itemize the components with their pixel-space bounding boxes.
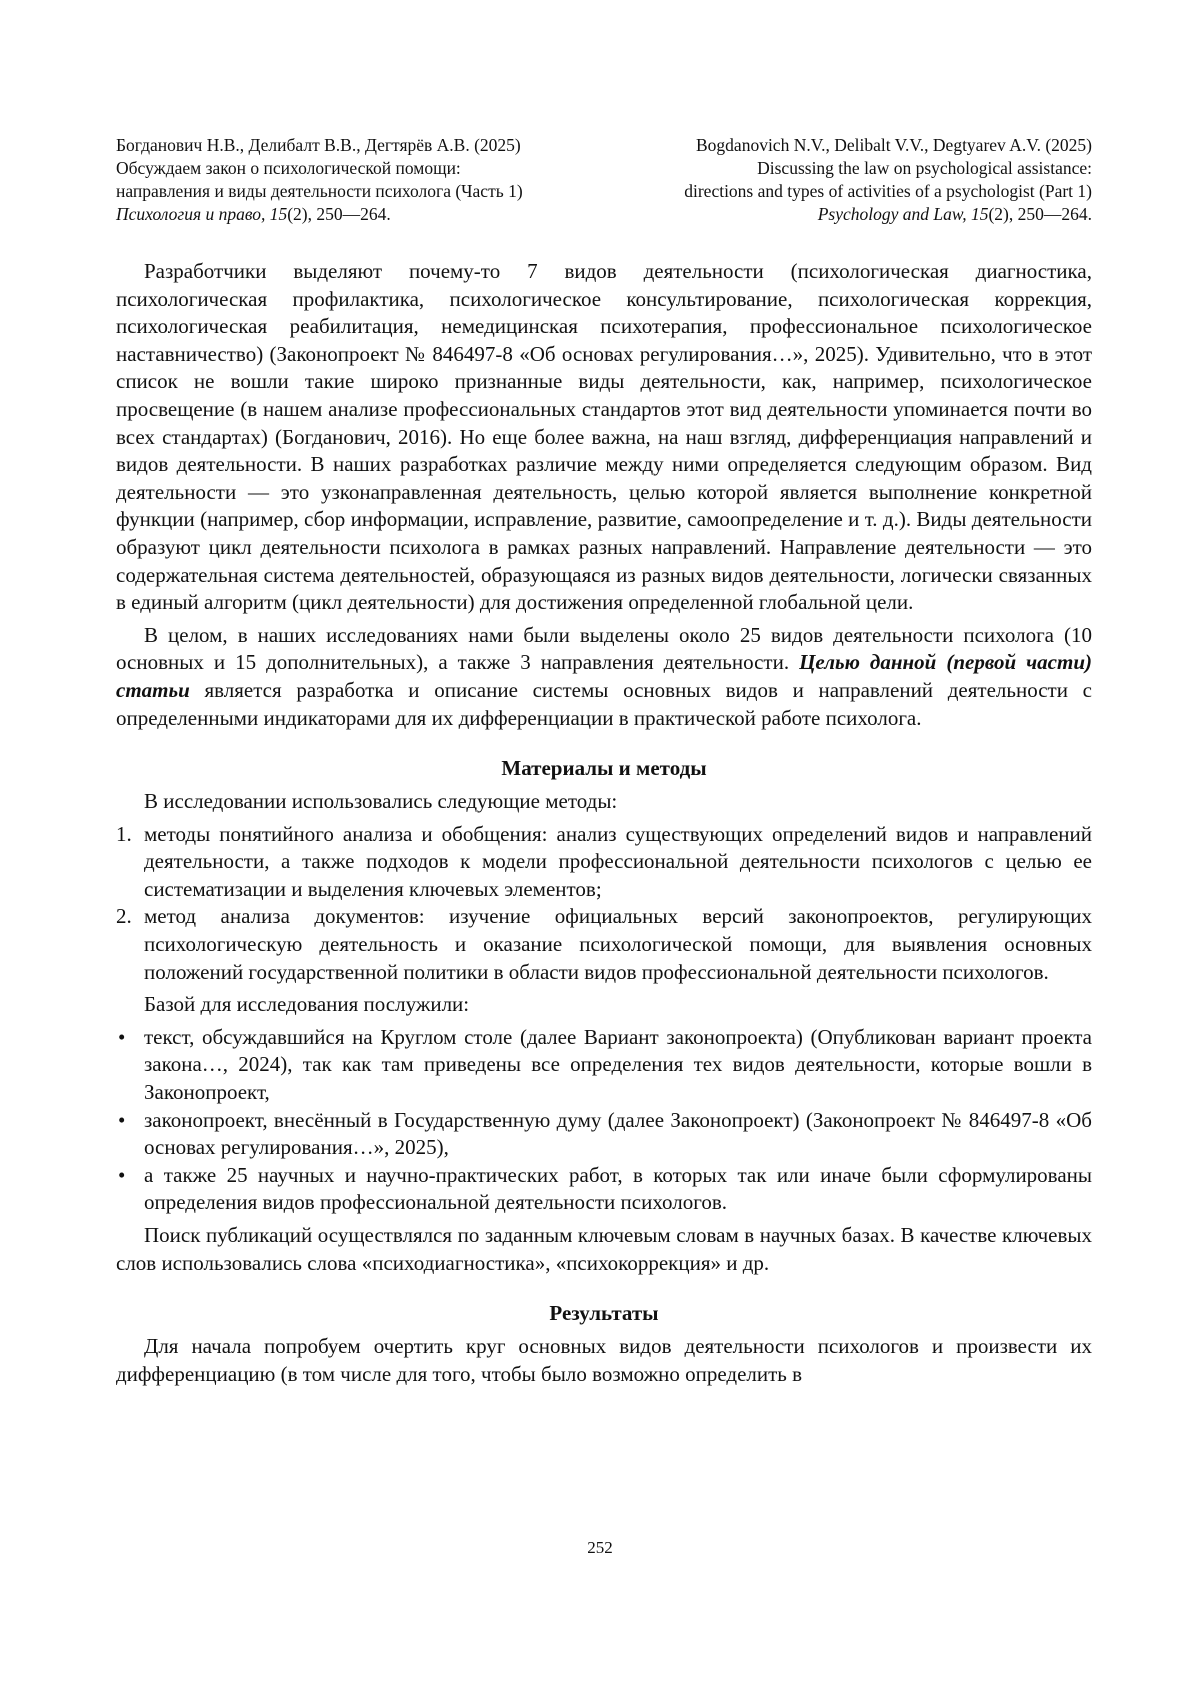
journal-name-en: Psychology and Law, (817, 204, 971, 224)
methods-list (116, 821, 1092, 987)
journal-volume-en: 15 (970, 204, 989, 224)
journal-name-ru: Психология и право, (116, 204, 270, 224)
header-citation-en (684, 134, 1092, 226)
header-citation-ru (116, 134, 523, 226)
journal-issue-ru: (2), 250—264. (287, 204, 391, 224)
running-header (116, 134, 1092, 226)
list-item-text: методы понятийного анализа и обобщения: анализ существующих определений видов и направлений деятельности, а также подходов к модели профессиональной деятельности психологов с целью ее систематизации и выделения ключевых элементов; (144, 821, 1092, 901)
search-paragraph: Поиск публикаций осуществлялся по заданным ключевым словам в научных базах. В качестве ключевых слов использовались слова «психодиагностика», «психокоррекция» и др. (116, 1223, 1092, 1275)
page (116, 134, 1092, 1393)
page-number: 252 (587, 1538, 613, 1557)
list-item-text: текст, обсуждавшийся на Круглом столе (далее Вариант законопроекта) (Опубликован вариант проекта закона…, 2024), так как там приведены все определения тех видов деятельности, которые вошли в Законопроект, (144, 1024, 1092, 1105)
header-title-ru-1: Обсуждаем закон о психологической помощи: (116, 158, 461, 178)
list-item (116, 903, 1092, 986)
header-title-ru-2: направления и виды деятельности психолога (Часть 1) (116, 181, 523, 201)
journal-volume-ru: 15 (269, 204, 288, 224)
header-journal-en (684, 203, 1092, 226)
list-item (116, 1024, 1092, 1107)
bullet-marker: • (118, 1107, 126, 1132)
list-item (116, 1107, 1092, 1162)
header-authors-ru: Богданович Н.В., Делибалт В.В., Дегтярёв А.В. (2025) (116, 135, 521, 155)
section-heading-results: Результаты (549, 1301, 659, 1326)
article-body (116, 258, 1092, 1388)
list-item-text: метод анализа документов: изучение официальных версий законопроектов, регулирующих психологическую деятельность и оказание психологической помощи, для выявления основных положений государственной политики в области видов профессиональной деятельности психологов. (144, 904, 1092, 984)
base-list (116, 1024, 1092, 1217)
paragraph-activities: Разработчики выделяют почему-то 7 видов деятельности (психологическая диагностика, психологическая профилактика, психологическое консультирование, психологическая коррекция, психологическая реабилитация, немедицинская психотерапия, профессиональное психологическое наставничество) (Законопроект № 846497-8 «Об основах регулирования…», 2025). Удивительно, что в этот список не вошли такие широко признанные виды деятельности, как, например, психологическое просвещение (в нашем анализе профессиональных стандартов этот вид деятельности упоминается почти во всех стандартах) (Богданович, 2016). Но еще более важна, на наш взгляд, дифференциация направлений и видов деятельности. В наших разработках различие между ними определяется следующим образом. Вид деятельности — это узконаправленная деятельность, целью которой является выполнение конкретной функции (например, сбор информации, исправление, развитие, самоопределение и т. д.). Виды деятельности образуют цикл деятельности психолога в рамках разных направлений. Направление деятельности — это содержательная система деятельностей, образующаяся из разных видов деятельности, логически связанных в единый алгоритм (цикл деятельности) для достижения определенной глобальной цели. (116, 259, 1092, 615)
list-item (116, 821, 1092, 904)
header-title-en-2: directions and types of activities of a psychologist (Part 1) (684, 181, 1092, 201)
base-intro: Базой для исследования послужили: (144, 992, 470, 1017)
results-paragraph: Для начала попробуем очертить круг основных видов деятельности психологов и произвести их дифференциацию (в том числе для того, чтобы было возможно определить в (116, 1334, 1092, 1386)
list-marker: 1. (116, 821, 132, 846)
bullet-marker: • (118, 1024, 126, 1049)
methods-intro: В исследовании использовались следующие методы: (144, 789, 618, 814)
goal-text-before: В целом, в наших исследованиях нами были выделены около 25 видов деятельности психолога (10 основных и 15 дополнительных), а также 3 направления деятельности. (116, 622, 1092, 675)
list-item-text: законопроект, внесённый в Государственную думу (далее Законопроект) (Законопроект № 846497-8 «Об основах регулирования…», 2025), (144, 1107, 1092, 1160)
bullet-marker: • (118, 1162, 126, 1187)
goal-text-after: является разработка и описание системы основных видов и направлений деятельности с определенными индикаторами для их дифференциации в практической работе психолога. (116, 677, 1092, 730)
list-item (116, 1162, 1092, 1217)
list-item-text: а также 25 научных и научно-практических работ, в которых так или иначе были сформулированы определения видов профессиональной деятельности психологов. (144, 1162, 1092, 1215)
section-heading-methods: Материалы и методы (501, 756, 707, 781)
list-marker: 2. (116, 904, 132, 929)
header-journal-ru (116, 203, 523, 226)
header-authors-en: Bogdanovich N.V., Delibalt V.V., Degtyarev A.V. (2025) (696, 135, 1092, 155)
journal-issue-en: (2), 250—264. (988, 204, 1092, 224)
goal-emphasis: Целью данной (первой части) статьи (116, 650, 1092, 702)
header-title-en-1: Discussing the law on psychological assistance: (757, 158, 1092, 178)
paragraph-goal (116, 622, 1092, 732)
